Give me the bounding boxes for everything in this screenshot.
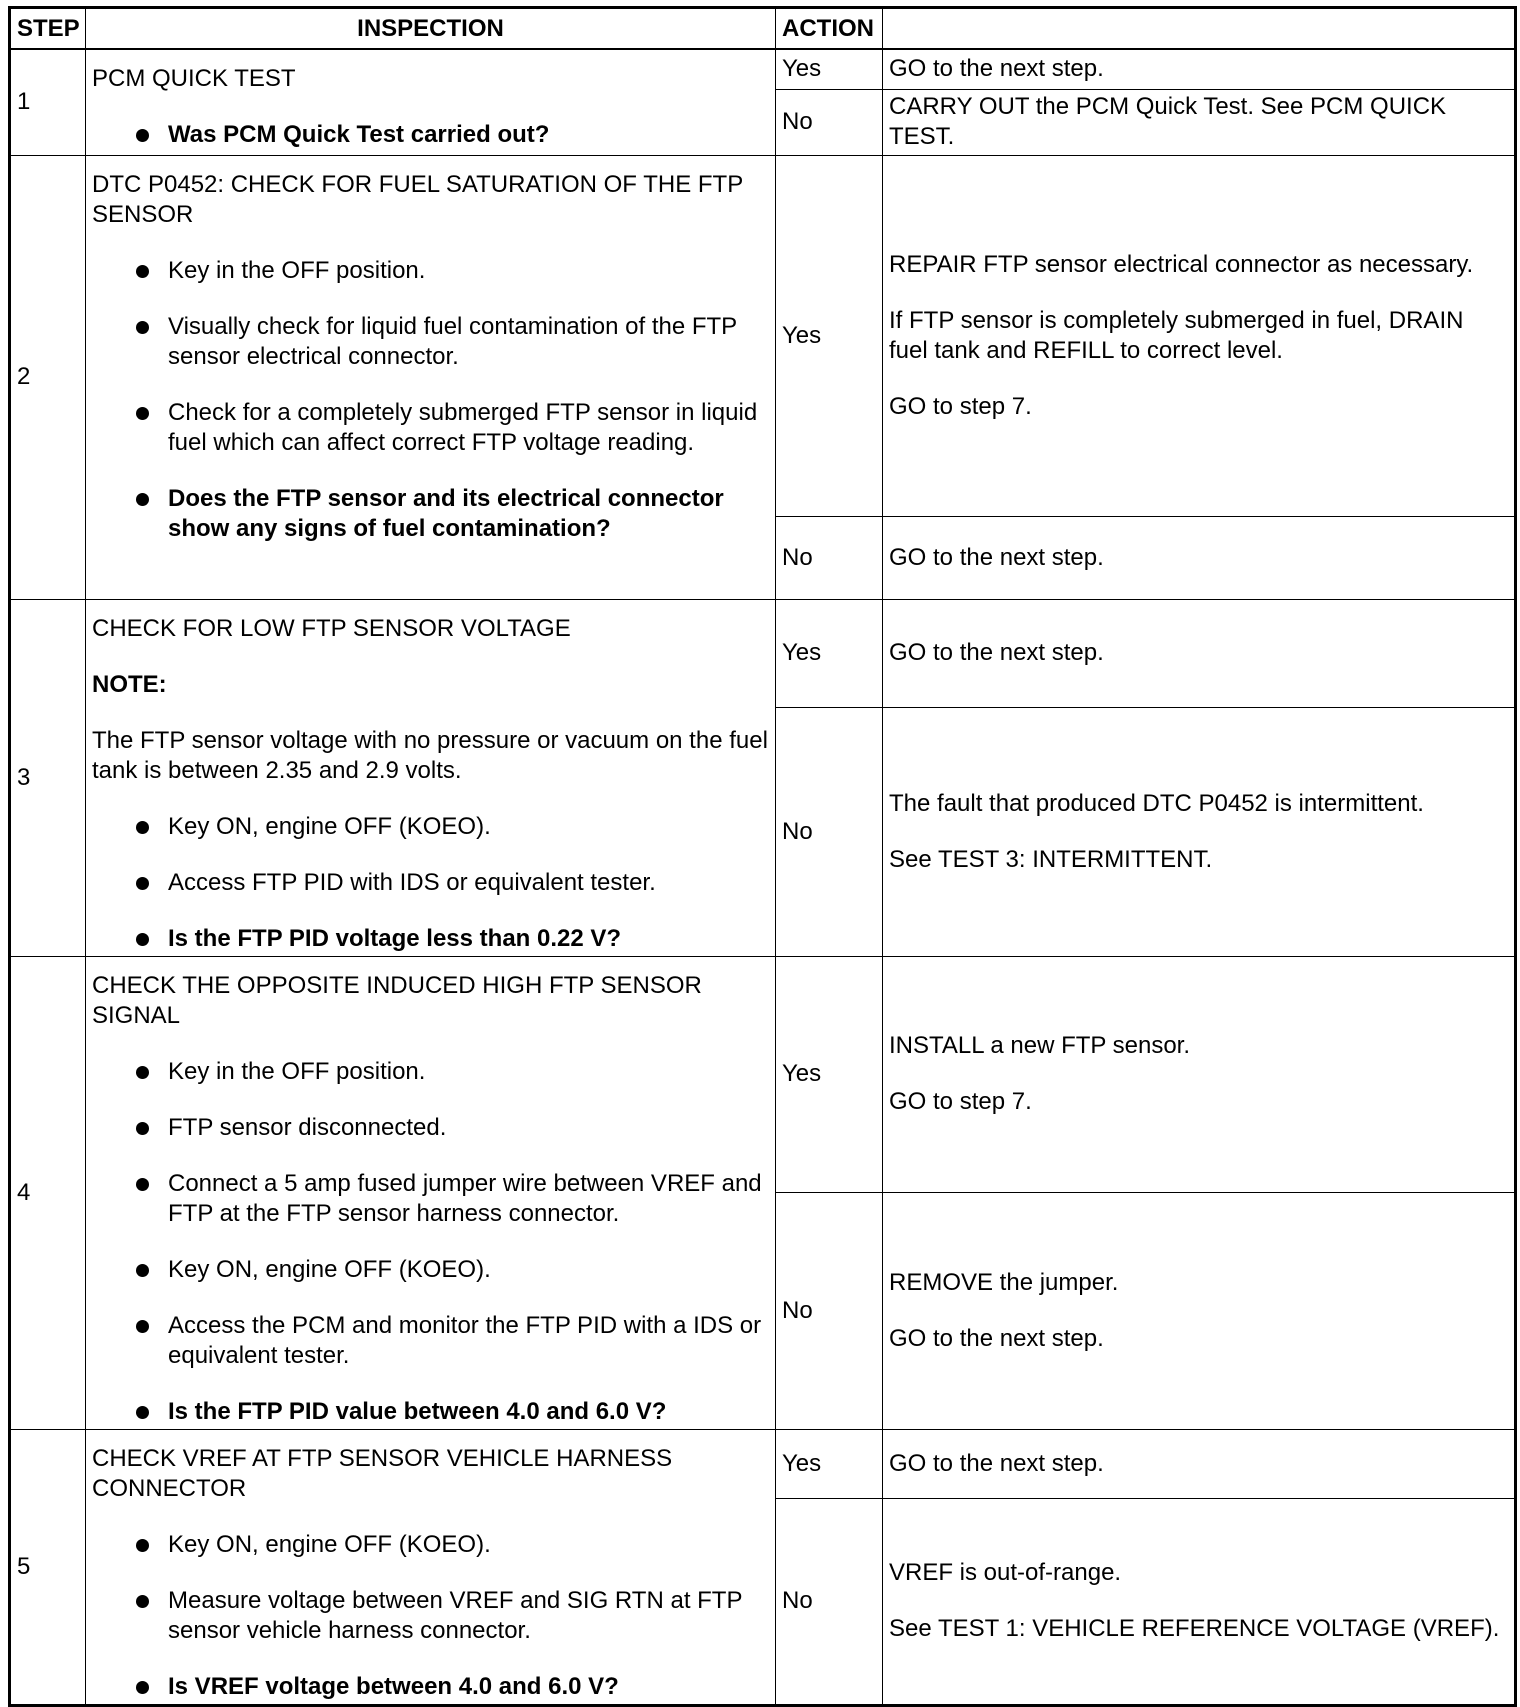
bullet-icon — [136, 407, 149, 420]
bullet-icon — [136, 1406, 149, 1419]
step-inspection — [86, 155, 776, 599]
bullet-icon — [136, 877, 149, 890]
bullet-item: Connect a 5 amp fused jumper wire between VREF and FTP at the FTP sensor harness connector. — [92, 1169, 769, 1229]
action-answer: No — [776, 1498, 883, 1705]
bullet-item: Key ON, engine OFF (KOEO). — [92, 812, 769, 842]
step-inspection — [86, 956, 776, 1429]
header-action: ACTION — [776, 8, 883, 50]
step-inspection — [86, 599, 776, 956]
step-inspection — [86, 1429, 776, 1705]
bullet-icon — [136, 1539, 149, 1552]
action-result: REMOVE the jumper. GO to the next step. — [883, 1193, 1516, 1430]
action-result: GO to the next step. — [883, 1429, 1516, 1498]
step-number: 1 — [10, 49, 86, 155]
step-number: 2 — [10, 155, 86, 599]
bullet-question: Is VREF voltage between 4.0 and 6.0 V? — [92, 1672, 769, 1702]
diagnostic-table — [8, 6, 1517, 1707]
action-answer: Yes — [776, 956, 883, 1193]
step-title: CHECK VREF AT FTP SENSOR VEHICLE HARNESS CONNECTOR — [92, 1444, 673, 1502]
note-text: The FTP sensor voltage with no pressure or vacuum on the fuel tank is between 2.35 and 2.9 volts. — [92, 726, 768, 784]
note-label: NOTE: — [92, 670, 167, 698]
action-answer: No — [776, 89, 883, 155]
bullet-icon — [136, 1681, 149, 1694]
header-inspection: INSPECTION — [86, 8, 776, 50]
table-header-row — [10, 8, 1516, 50]
action-answer: Yes — [776, 155, 883, 516]
step-number: 3 — [10, 599, 86, 956]
action-result: GO to the next step. — [883, 49, 1516, 89]
action-result: GO to the next step. — [883, 516, 1516, 599]
bullet-icon — [136, 1595, 149, 1608]
step-number: 5 — [10, 1429, 86, 1705]
step-3-yes-row — [10, 599, 1516, 707]
bullet-icon — [136, 1066, 149, 1079]
bullet-question: Does the FTP sensor and its electrical connector show any signs of fuel contamination? — [92, 484, 769, 544]
action-answer: Yes — [776, 49, 883, 89]
bullet-icon — [136, 1178, 149, 1191]
bullet-item: FTP sensor disconnected. — [92, 1113, 769, 1143]
bullet-icon — [136, 1264, 149, 1277]
step-title: PCM QUICK TEST — [92, 65, 296, 92]
action-answer: Yes — [776, 599, 883, 707]
bullet-question: Is the FTP PID voltage less than 0.22 V? — [92, 924, 769, 954]
bullet-icon — [136, 265, 149, 278]
step-number: 4 — [10, 956, 86, 1429]
bullet-icon — [136, 1320, 149, 1333]
bullet-icon — [136, 933, 149, 946]
bullet-item: Visually check for liquid fuel contamination of the FTP sensor electrical connector. — [92, 312, 769, 372]
bullet-item: Measure voltage between VREF and SIG RTN at FTP sensor vehicle harness connector. — [92, 1586, 769, 1646]
step-title: DTC P0452: CHECK FOR FUEL SATURATION OF THE FTP SENSOR — [92, 170, 743, 228]
bullet-question: Was PCM Quick Test carried out? — [92, 120, 769, 150]
bullet-item: Key in the OFF position. — [92, 256, 769, 286]
header-step: STEP — [10, 8, 86, 50]
action-answer: No — [776, 516, 883, 599]
bullet-icon — [136, 821, 149, 834]
step-inspection — [86, 49, 776, 155]
bullet-item: Key ON, engine OFF (KOEO). — [92, 1530, 769, 1560]
bullet-item: Key in the OFF position. — [92, 1057, 769, 1087]
bullet-icon — [136, 493, 149, 506]
action-result: VREF is out-of-range. See TEST 1: VEHICLE REFERENCE VOLTAGE (VREF). — [883, 1498, 1516, 1705]
step-5-yes-row — [10, 1429, 1516, 1498]
action-result: REPAIR FTP sensor electrical connector as necessary. If FTP sensor is completely submerged in fuel, DRAIN fuel tank and REFILL to correct level. GO to step 7. — [883, 155, 1516, 516]
bullet-question: Is the FTP PID value between 4.0 and 6.0 V? — [92, 1397, 769, 1427]
action-result: GO to the next step. — [883, 599, 1516, 707]
action-answer: Yes — [776, 1429, 883, 1498]
step-2-yes-row — [10, 155, 1516, 516]
bullet-icon — [136, 1122, 149, 1135]
action-result: CARRY OUT the PCM Quick Test. See PCM QUICK TEST. — [883, 89, 1516, 155]
step-4-yes-row — [10, 956, 1516, 1193]
step-title: CHECK THE OPPOSITE INDUCED HIGH FTP SENSOR SIGNAL — [92, 971, 702, 1029]
bullet-icon — [136, 321, 149, 334]
diagnostic-table-container — [8, 6, 1517, 1707]
bullet-item: Key ON, engine OFF (KOEO). — [92, 1255, 769, 1285]
bullet-item: Access FTP PID with IDS or equivalent tester. — [92, 868, 769, 898]
action-answer: No — [776, 707, 883, 956]
header-result — [883, 8, 1516, 50]
bullet-icon — [136, 129, 149, 142]
action-answer: No — [776, 1193, 883, 1430]
action-result: The fault that produced DTC P0452 is intermittent. See TEST 3: INTERMITTENT. — [883, 707, 1516, 956]
step-title: CHECK FOR LOW FTP SENSOR VOLTAGE — [92, 614, 571, 642]
action-result: INSTALL a new FTP sensor. GO to step 7. — [883, 956, 1516, 1193]
bullet-item: Check for a completely submerged FTP sensor in liquid fuel which can affect correct FTP voltage reading. — [92, 398, 769, 458]
bullet-item: Access the PCM and monitor the FTP PID with a IDS or equivalent tester. — [92, 1311, 769, 1371]
step-1-yes-row — [10, 49, 1516, 89]
